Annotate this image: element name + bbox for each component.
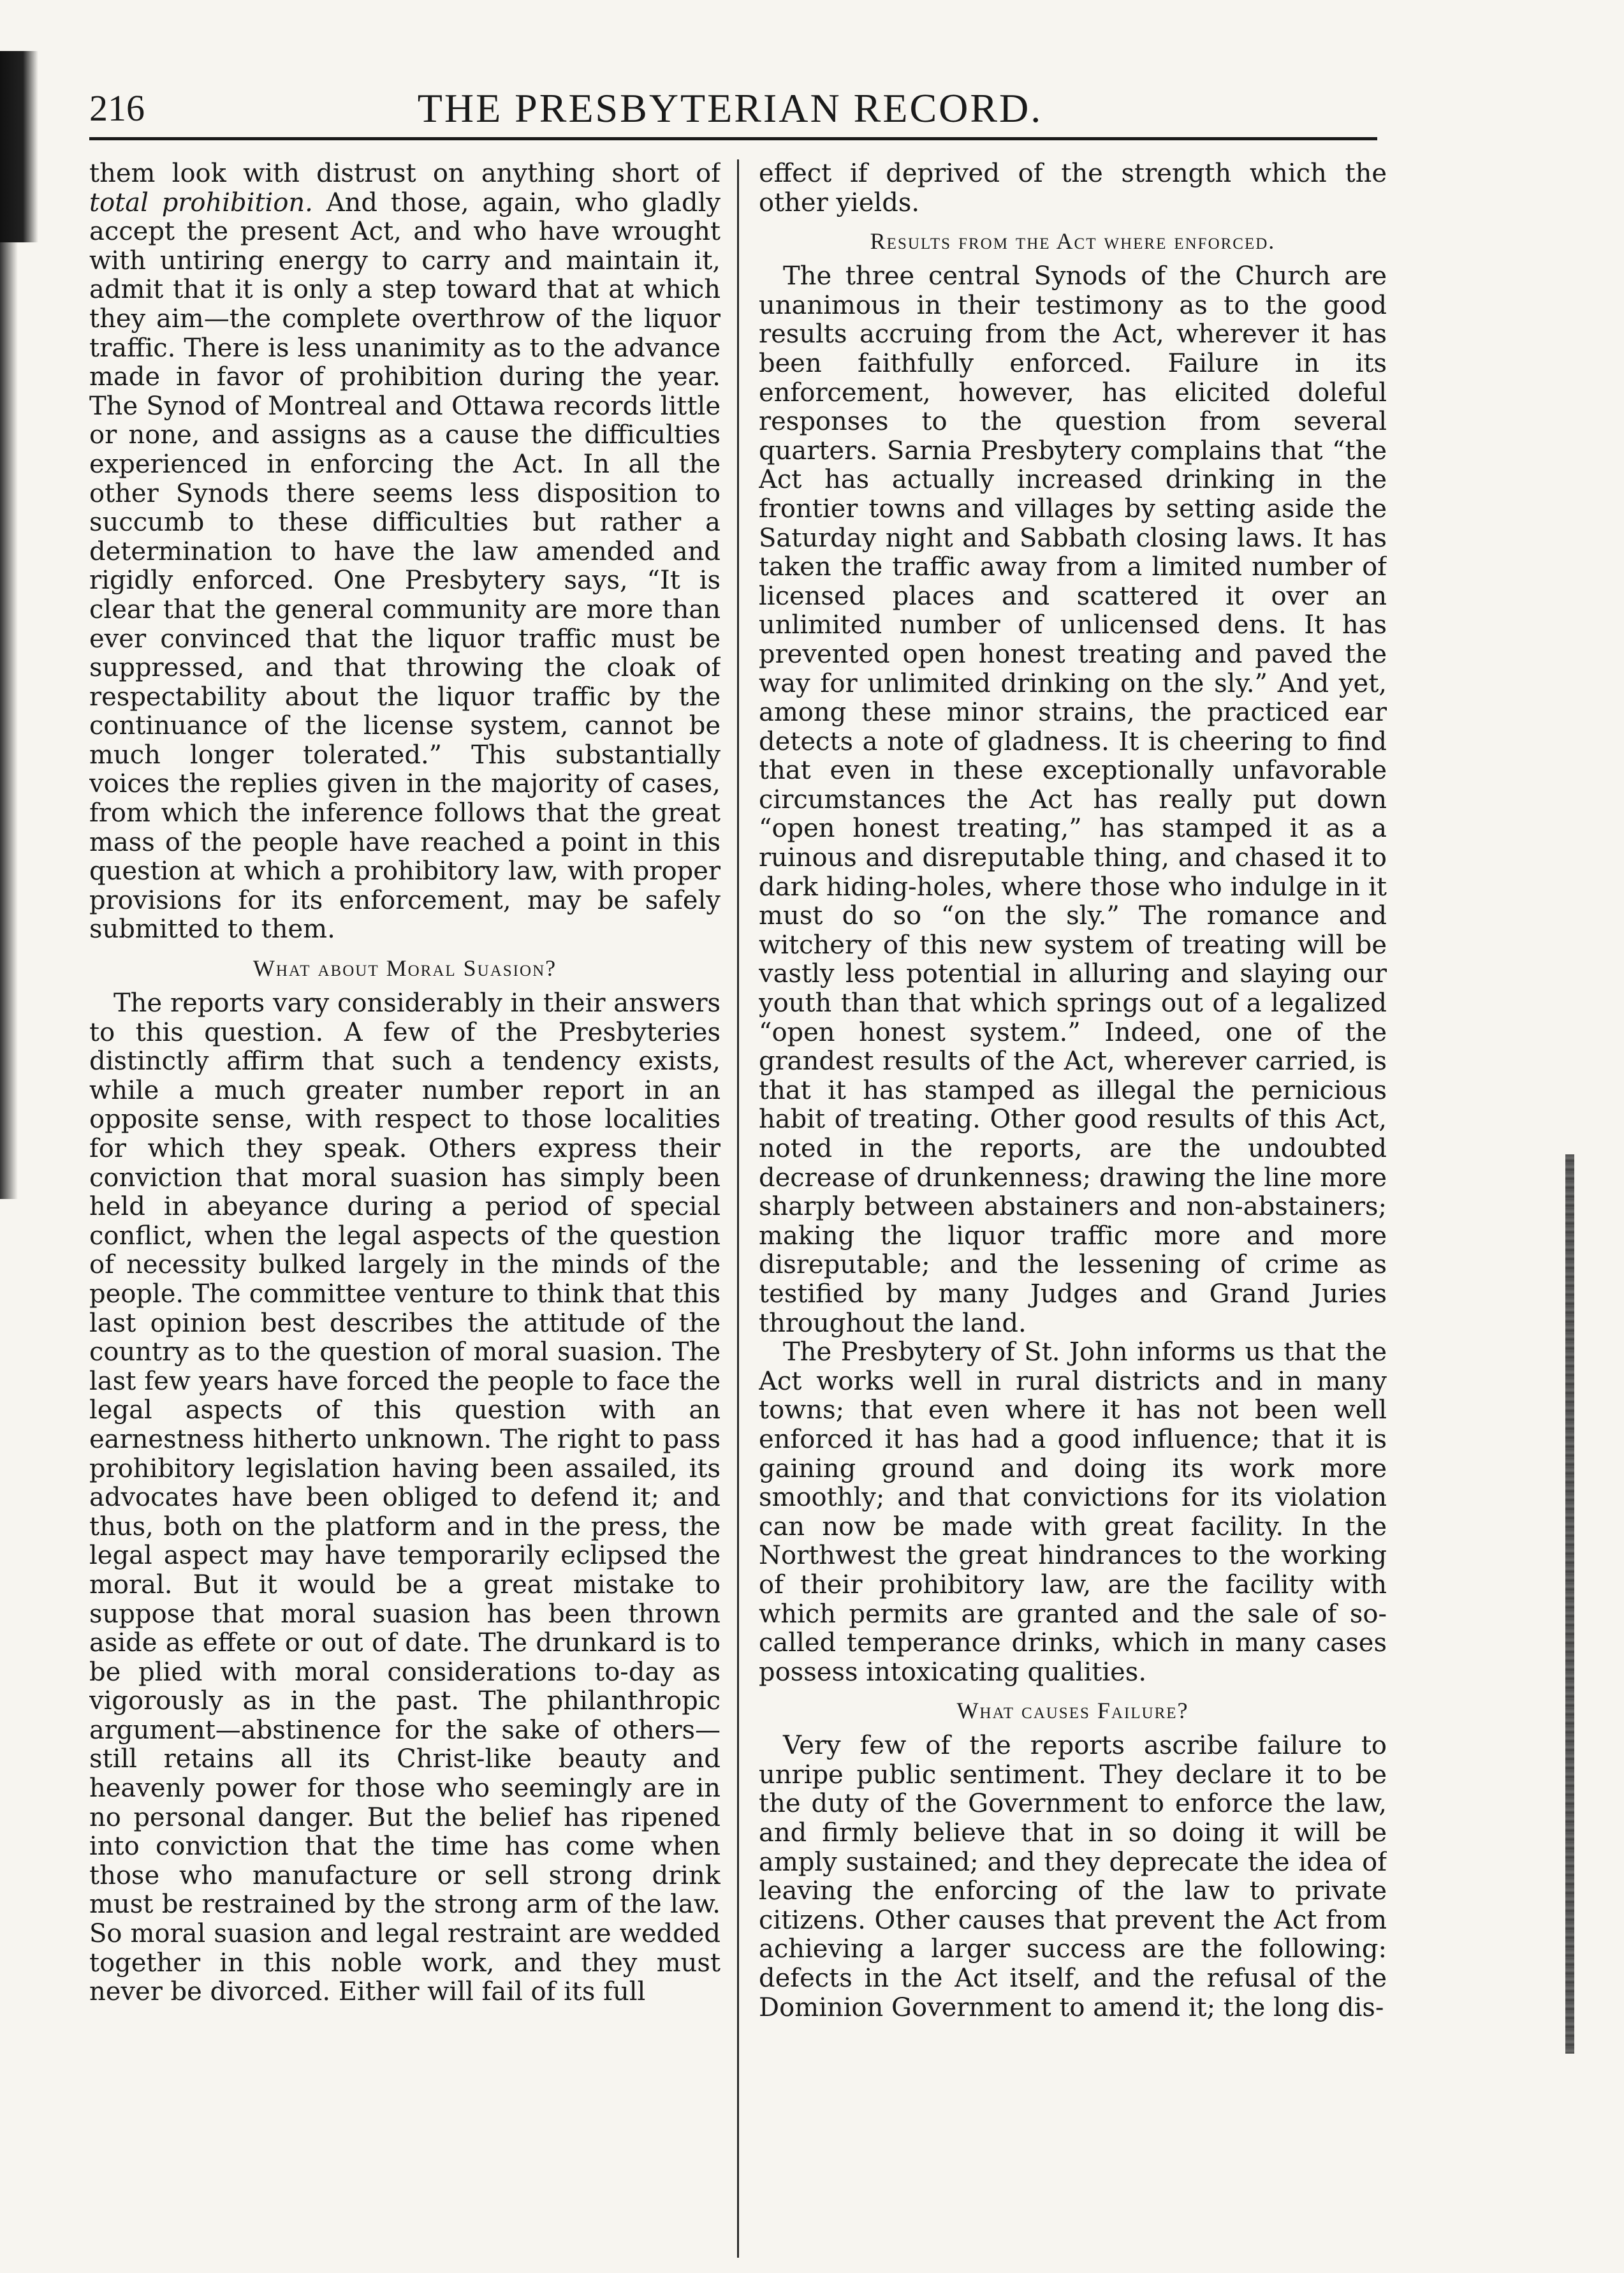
page-header xyxy=(89,83,1371,134)
emphasis-text: total prohibition. xyxy=(89,188,313,217)
left-column xyxy=(89,159,721,2270)
binding-edge xyxy=(0,242,18,1199)
paragraph: effect if deprived of the strength which the other yields. xyxy=(759,159,1387,217)
text: And those, again, who gladly accept the present Act, and who have wrought with untiring energy to carry and maintain it, admit that it is only a step toward that at which they aim—the complete overthrow of the liquor traffic. There is less unanimity as to the advance made in favor of prohibition during the year. The Synod of Montreal and Ottawa records little or none, and assigns as a cause the difficulties experienced in enforcing the Act. In all the other Synods there seems less disposition to succumb to these difficulties but rather a determination to have the law amended and rigidly enforced. One Presbytery says, “It is clear that the general community are more than ever convinced that the liquor traffic must be suppressed, and that throwing the cloak of respectability about the liquor traffic by the continuance of the license system, cannot be much longer tolerated.” This substantially voices the replies given in the majority of cases, from which the inference follows that the great mass of the people have reached a point in this question at which a prohibitory law, with proper provisions for its enforcement, may be safely submitted to them. xyxy=(89,188,721,945)
header-rule xyxy=(89,137,1377,140)
margin-mark xyxy=(1565,1154,1574,2054)
paragraph xyxy=(89,159,721,945)
paragraph: The Presbytery of St. John informs us that the Act works well in rural districts and in many towns; that even where it has not been well enforced it has had a good influence; that it is gaining ground and doing its work more smoothly; and that convictions for its violation can now be made with great facility. In the Northwest the great hindrances to the working of their prohibitory law, are the facility with which permits are granted and the sale of so-called temperance drinks, which in many cases possess intoxicating qualities. xyxy=(759,1337,1387,1687)
section-heading: What about Moral Suasion? xyxy=(252,955,557,982)
paragraph: The reports vary considerably in their answers to this question. A few of the Presbyteries distinctly affirm that such a tendency exists, while a much greater number report in an opposite sense, with respect to those localities for which they speak. Others express their conviction that moral suasion has simply been held in abeyance during a period of special conflict, when the legal aspects of the question of necessity bulked largely in the minds of the people. The committee venture to think that this last opinion best describes the attitude of the country as to the question of moral suasion. The last few years have forced the people to face the legal aspects of this question with an earnestness hitherto unknown. The right to pass prohibitory legislation having been assailed, its advocates have been obliged to defend it; and thus, both on the platform and in the press, the legal aspect may have temporarily eclipsed the moral. But it would be a great mistake to suppose that moral suasion has been thrown aside as effete or out of date. The drunkard is to be plied with moral considerations to-day as vigorously as in the past. The philanthropic argument—abstinence for the sake of others—still retains all its Christ-like beauty and heavenly power for those who seemingly are in no personal danger. But the belief has ripened into conviction that the time has come when those who manufacture or sell strong drink must be restrained by the strong arm of the law. So moral suasion and legal restraint are wedded together in this noble work, and they must never be divorced. Either will fail of its full xyxy=(89,989,721,2007)
paragraph: Very few of the reports ascribe failure to unripe public sentiment. They declare it to be the duty of the Government to enforce the law, and firmly believe that in so doing it will be amply sustained; and they deprecate the idea of leaving the enforcing of the law to private citizens. Other causes that prevent the Act from achieving a larger success are the following: defects in the Act itself, and the refusal of the Dominion Government to amend it; the long dis- xyxy=(759,1731,1387,2022)
paragraph: The three central Synods of the Church are unanimous in their testimony as to the good results accruing from the Act, wherever it has been faithfully enforced. Failure in its enforcement, however, has elicited doleful responses to the question from several quarters. Sarnia Presbytery complains that “the Act has actually increased drinking in the frontier towns and villages by setting aside the Saturday night and Sabbath closing laws. It has taken the traffic away from a limited number of licensed places and scattered it over an unlimited number of unlicensed dens. It has prevented open honest treating and paved the way for unlimited drinking on the sly.” And yet, among these minor strains, the practiced ear detects a note of gladness. It is cheering to find that even in these exceptionally unfavorable circumstances the Act has really put down “open honest treating,” has stamped it as a ruinous and disreputable thing, and chased it to dark hiding-holes, where those who indulge in it must do so “on the sly.” The romance and witchery of this new system of treating will be vastly less potential in alluring and slaying our youth than that which springs out of a legalized “open honest system.” Indeed, one of the grandest results of the Act, wherever carried, is that it has stamped as illegal the pernicious habit of treating. Other good results of this Act, noted in the reports, are the undoubted decrease of drunkenness; drawing the line more sharply between abstainers and non-abstainers; making the liquor traffic more and more disreputable; and the lessening of crime as testified by many Judges and Grand Juries throughout the land. xyxy=(759,261,1387,1338)
binding-shadow xyxy=(0,51,38,242)
section-heading: Results from the Act where enforced. xyxy=(870,228,1276,254)
page-number: 216 xyxy=(89,87,145,129)
running-title: THE PRESBYTERIAN RECORD. xyxy=(417,85,1043,131)
section-heading: What causes Failure? xyxy=(956,1698,1189,1724)
right-column xyxy=(759,159,1387,2270)
text: them look with distrust on anything short of xyxy=(89,159,721,188)
column-divider xyxy=(737,159,739,2258)
